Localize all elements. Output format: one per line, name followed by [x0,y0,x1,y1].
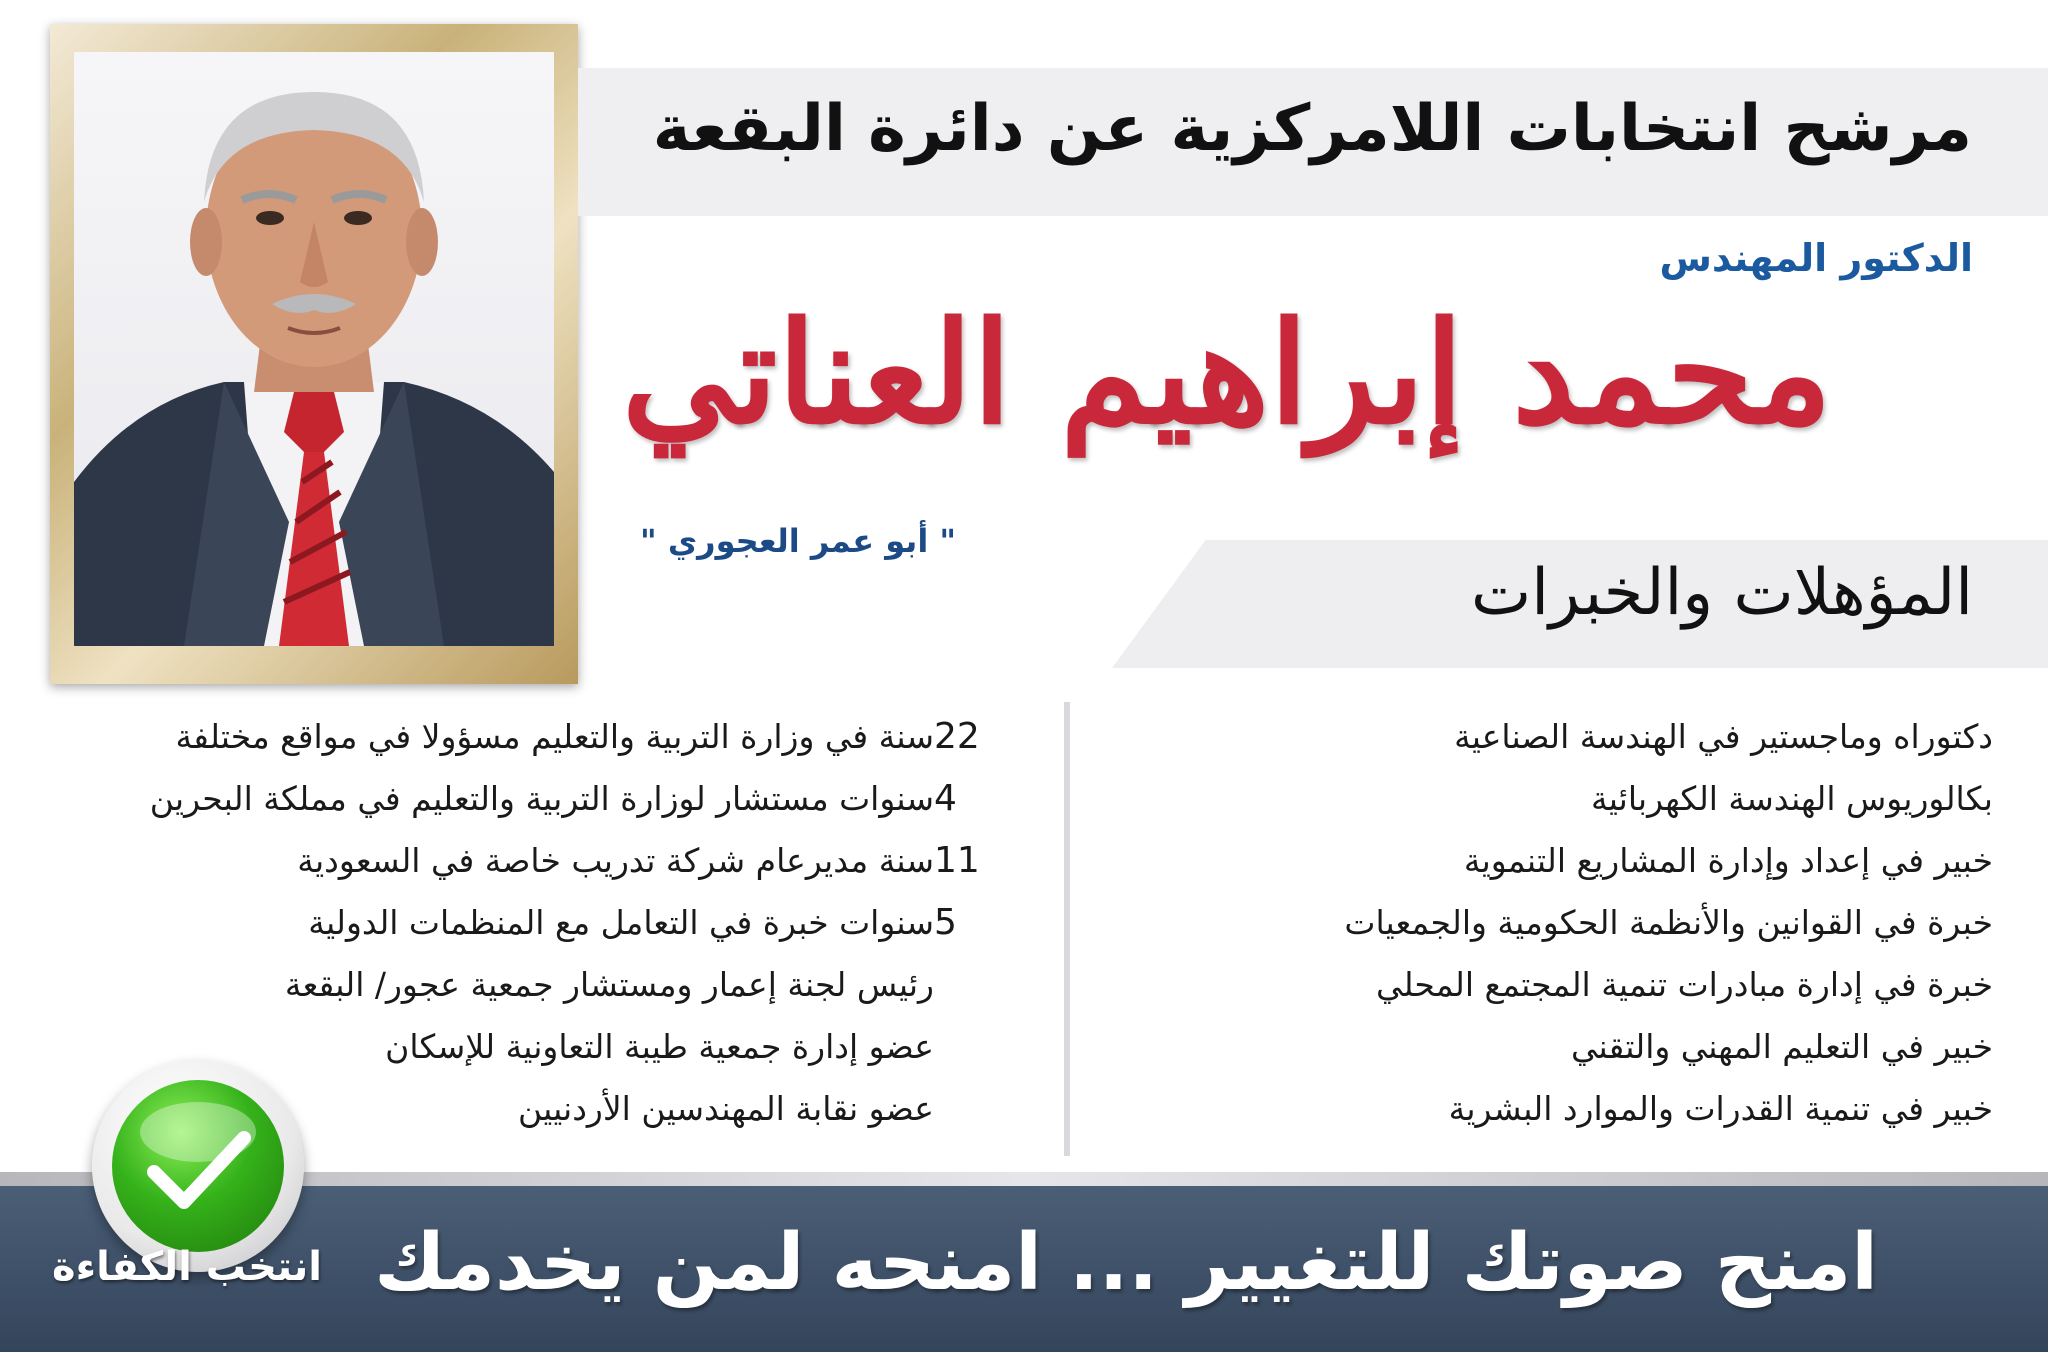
list-item: خبير في تنمية القدرات والموارد البشرية [1448,1089,1993,1128]
qualifications-list-right [1093,712,1993,1146]
list-item-text: عضو إدارة جمعية طيبة التعاونية للإسكان [385,1027,934,1066]
years-count: 11 [934,840,980,881]
candidate-photo [74,52,554,646]
qualifications-title: المؤهلات والخبرات [1470,556,1973,630]
years-count: 22 [934,716,980,757]
list-item [76,836,996,898]
list-item-text: سنوات مستشار لوزارة التربية والتعليم في مملكة البحرين [149,779,934,818]
candidate-nickname: " أبو عمر العجوري " [640,522,957,560]
list-item [76,898,996,960]
checkmark-icon [112,1080,284,1252]
list-item-text: سنة في وزارة التربية والتعليم مسؤولا في مواقع مختلفة [175,717,934,756]
banner-divider [0,1172,2048,1186]
years-count: 5 [934,902,957,943]
candidate-name: محمد إبراهيم العناتي [621,292,1832,456]
list-item-text: عضو نقابة المهندسين الأردنيين [518,1089,934,1128]
list-item-text: سنة مديرعام شركة تدريب خاصة في السعودية [297,841,934,880]
page-title: مرشح انتخابات اللامركزية عن دائرة البقعة [652,92,1972,166]
list-item: خبير في التعليم المهني والتقني [1571,1027,1993,1066]
list-item: خبرة في القوانين والأنظمة الحكومية والجمعيات [1344,903,1993,942]
vote-label: انتخب الكفاءة [52,1244,323,1290]
candidate-title: الدكتور المهندس [1659,236,1973,280]
list-item [76,712,996,774]
list-item-text: رئيس لجنة إعمار ومستشار جمعية عجور/ البقعة [284,965,934,1004]
years-count: 4 [934,778,957,819]
candidate-portrait-illustration [74,52,554,646]
campaign-slogan: امنح صوتك للتغيير ... امنحه لمن يخدمك [374,1218,1878,1308]
column-divider [1064,702,1070,1156]
list-item: دكتوراه وماجستير في الهندسة الصناعية [1454,717,1993,756]
list-item-text: سنوات خبرة في التعامل مع المنظمات الدولية [308,903,934,942]
list-item: خبير في إعداد وإدارة المشاريع التنموية [1463,841,1993,880]
list-item: خبرة في إدارة مبادرات تنمية المجتمع المحلي [1376,965,1993,1004]
list-item [76,960,996,1022]
list-item: بكالوريوس الهندسة الكهربائية [1591,779,1993,818]
list-item [76,774,996,836]
